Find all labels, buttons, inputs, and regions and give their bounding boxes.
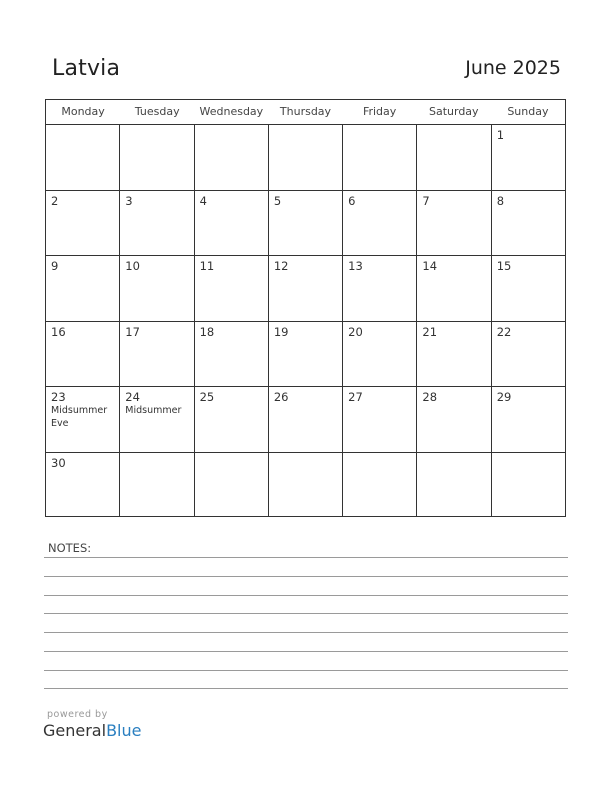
day-number: 27	[348, 390, 363, 404]
day-cell	[195, 125, 269, 190]
day-number: 26	[273, 390, 289, 404]
dow-monday: Monday	[61, 105, 105, 118]
day-cell	[417, 322, 491, 387]
day-number: 14	[422, 259, 438, 273]
day-number: 18	[199, 324, 215, 339]
day-number: 25	[199, 390, 215, 404]
day-cell	[269, 256, 343, 321]
day-number: 1	[496, 128, 505, 142]
day-cell	[195, 322, 269, 387]
day-cell	[343, 191, 417, 256]
day-number: 7	[422, 193, 430, 208]
brand-logo	[43, 721, 141, 740]
week-row	[46, 387, 565, 453]
week-row	[46, 453, 565, 518]
day-cell	[120, 191, 194, 256]
dow-wednesday: Wednesday	[199, 105, 264, 118]
holiday-label: Midsummer Eve	[51, 405, 108, 429]
day-number: 9	[51, 259, 59, 273]
day-number: 30	[51, 455, 66, 470]
day-cell	[492, 322, 565, 387]
week-row	[46, 191, 565, 257]
day-cell	[343, 387, 417, 452]
day-cell	[46, 125, 120, 190]
day-cell	[195, 191, 269, 256]
day-number: 13	[348, 259, 363, 273]
day-cell	[492, 453, 565, 518]
day-cell	[417, 453, 491, 518]
week-row	[46, 256, 565, 322]
day-cell	[269, 322, 343, 387]
day-number: 12	[273, 259, 289, 273]
dow-saturday: Saturday	[428, 105, 479, 118]
day-number: 8	[496, 193, 505, 208]
day-number: 10	[125, 259, 140, 273]
notes-label: NOTES:	[48, 541, 92, 555]
day-number: 2	[51, 193, 59, 208]
note-line	[44, 576, 568, 577]
calendar-grid	[45, 99, 566, 517]
day-number: 24	[125, 390, 140, 404]
day-cell	[269, 453, 343, 518]
day-number: 17	[125, 324, 140, 339]
day-number: 21	[422, 324, 438, 339]
day-cell	[492, 191, 565, 256]
dow-sunday: Sunday	[507, 105, 549, 118]
day-cell	[417, 191, 491, 256]
day-number: 28	[422, 390, 438, 404]
day-cell	[269, 125, 343, 190]
day-number: 29	[496, 390, 512, 404]
weeks-container	[46, 125, 565, 517]
day-cell	[195, 453, 269, 518]
day-number: 11	[199, 259, 215, 273]
day-cell	[269, 387, 343, 452]
day-cell	[417, 387, 491, 452]
brand-general: General	[43, 721, 107, 740]
note-line	[44, 688, 568, 689]
country-title: Latvia	[52, 56, 121, 81]
dow-tuesday: Tuesday	[134, 105, 180, 118]
day-cell	[195, 387, 269, 452]
note-line	[44, 613, 568, 614]
day-number: 16	[51, 324, 66, 339]
note-line	[44, 595, 568, 596]
day-cell	[120, 387, 194, 452]
day-number: 3	[125, 193, 133, 208]
day-number: 19	[273, 324, 289, 339]
note-line	[44, 557, 568, 558]
day-cell	[46, 322, 120, 387]
day-cell	[492, 387, 565, 452]
day-cell	[417, 125, 491, 190]
day-number: 22	[496, 324, 512, 339]
day-number: 4	[199, 193, 207, 208]
day-of-week-header	[46, 100, 565, 125]
day-cell	[120, 125, 194, 190]
month-title: June 2025	[465, 57, 561, 79]
week-row	[46, 322, 565, 388]
day-cell	[46, 191, 120, 256]
day-cell	[195, 256, 269, 321]
day-number: 23	[51, 390, 66, 404]
note-line	[44, 632, 568, 633]
holiday-label: Midsummer	[125, 405, 182, 416]
day-cell	[120, 322, 194, 387]
day-cell	[343, 256, 417, 321]
day-cell	[492, 256, 565, 321]
day-number: 15	[496, 259, 512, 273]
day-cell	[343, 322, 417, 387]
day-cell	[46, 387, 120, 452]
day-number: 5	[273, 193, 282, 208]
note-line	[44, 651, 568, 652]
day-cell	[492, 125, 565, 190]
day-number: 20	[348, 324, 363, 339]
day-cell	[46, 256, 120, 321]
note-line	[44, 670, 568, 671]
day-cell	[343, 125, 417, 190]
day-number: 6	[348, 193, 356, 208]
brand-blue: Blue	[106, 721, 142, 740]
week-row	[46, 125, 565, 191]
day-cell	[417, 256, 491, 321]
dow-thursday: Thursday	[279, 105, 332, 118]
day-cell	[46, 453, 120, 518]
day-cell	[269, 191, 343, 256]
day-cell	[343, 453, 417, 518]
dow-friday: Friday	[362, 105, 397, 118]
day-cell	[120, 256, 194, 321]
day-cell	[120, 453, 194, 518]
powered-by-text: powered by	[47, 709, 108, 720]
